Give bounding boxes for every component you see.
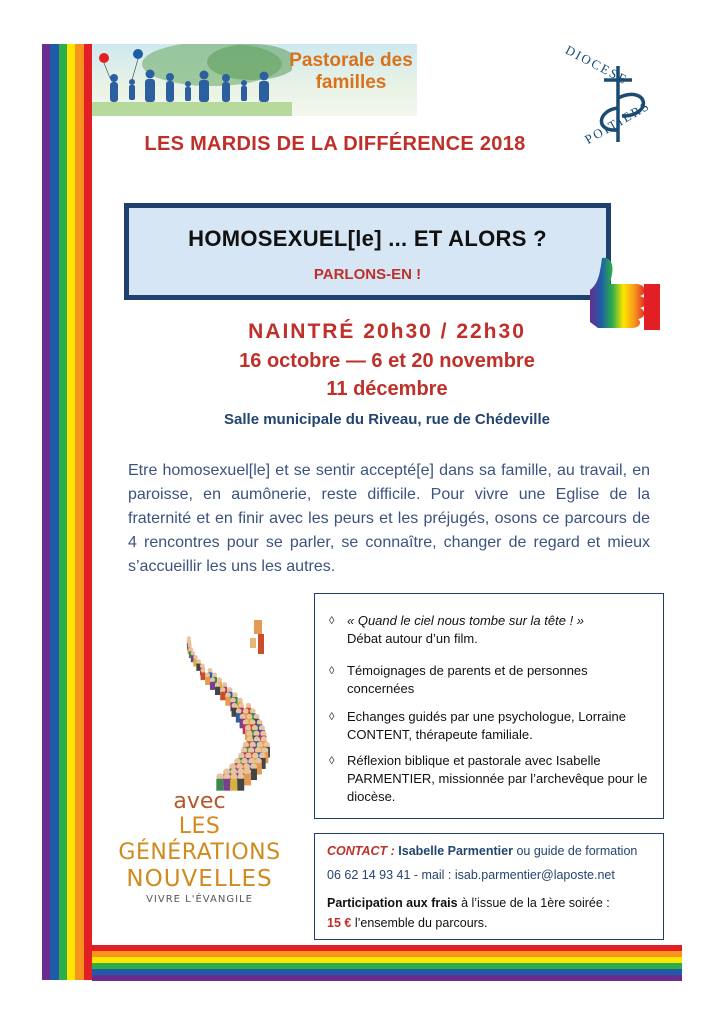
- crowd-illustration-icon: [128, 616, 278, 796]
- diamond-bullet-icon: ◊: [329, 711, 335, 723]
- price: 15 €: [327, 916, 352, 930]
- contact-box: [314, 833, 664, 940]
- program-film-title: « Quand le ciel nous tombe sur la tête ! »: [347, 613, 585, 628]
- family-silhouettes-icon: [92, 44, 292, 116]
- dates-line: 16 octobre — 6 et 20 novembre: [239, 350, 535, 372]
- program-item: [329, 708, 651, 744]
- stripe-violet: [42, 44, 50, 980]
- program-item-text: Réflexion biblique et pastorale avec Isabelle PARMENTIER, missionnée par l’archevêque pour le diocèse.: [347, 753, 648, 804]
- dates-line-december: 11 décembre: [326, 378, 448, 400]
- diamond-bullet-icon: ◊: [329, 615, 335, 627]
- diamond-bullet-icon: ◊: [329, 755, 335, 767]
- program-item: [329, 662, 651, 698]
- price-text: l’ensemble du parcours.: [351, 916, 488, 930]
- diocese-poitiers-logo: [552, 38, 682, 168]
- logo-vivre-evangile: VIVRE L'ÉVANGILE: [146, 894, 253, 905]
- contact-phone-email: 06 62 14 93 41 - mail : isab.parmentier@laposte.net: [327, 868, 615, 882]
- page-title: LES MARDIS DE LA DIFFÉRENCE 2018: [144, 133, 526, 155]
- banner-title: Pastorale des familles: [289, 50, 413, 93]
- venue: Salle municipale du Riveau, rue de Chédeville: [224, 411, 550, 428]
- rainbow-vertical-stripe: [42, 44, 92, 980]
- intro-paragraph: Etre homosexuel[le] et se sentir accepté[e] dans sa famille, au travail, en paroisse, en aumônerie, reste difficile. Pour vivre une Eglise de la fraternité et en finir avec les peurs et les préjugés, osons ce parcours de 4 rencontres pour se parler, se connaître, changer de regard et mieux s’accueillir les uns les autres.: [128, 462, 650, 575]
- program-item: [329, 752, 651, 806]
- contact-name: Isabelle Parmentier: [398, 844, 513, 858]
- stripe-green: [59, 44, 67, 980]
- generations-nouvelles-logo: [112, 789, 287, 905]
- stripe-blue: [50, 44, 58, 980]
- logo-les-generations: LES GÉNÉRATIONS: [118, 814, 281, 865]
- program-box: [314, 593, 664, 819]
- logo-avec: avec: [173, 789, 226, 814]
- fee-label: Participation aux frais: [327, 896, 458, 910]
- program-item-text: Débat autour d’un film.: [347, 631, 478, 646]
- rainbow-thumbs-up-icon: [580, 254, 660, 330]
- program-item-text: Témoignages de parents et de personnes concernées: [347, 663, 588, 696]
- diocese-label-bottom: POITIERS: [582, 97, 653, 147]
- headline-question: HOMOSEXUEL[le] ... ET ALORS ?: [188, 226, 547, 251]
- stripe-orange: [75, 44, 83, 980]
- logo-nouvelles: NOUVELLES: [126, 866, 273, 892]
- rainbow-horizontal-stripe: [92, 945, 682, 981]
- pastorale-banner: [92, 44, 417, 116]
- program-item: [329, 612, 651, 648]
- fee-text: à l’issue de la 1ère soirée :: [457, 896, 610, 910]
- stripe-red: [84, 44, 92, 980]
- diocese-label-top: DIOCESE: [562, 42, 631, 88]
- contact-alternative: ou guide de formation: [516, 844, 638, 858]
- program-item-text: Echanges guidés par une psychologue, Lorraine CONTENT, thérapeute familiale.: [347, 709, 626, 742]
- location-time: NAINTRÉ 20h30 / 22h30: [248, 320, 526, 343]
- contact-label: CONTACT :: [327, 844, 395, 858]
- diamond-bullet-icon: ◊: [329, 665, 335, 677]
- headline-subtitle: PARLONS-EN !: [313, 266, 422, 283]
- headline-box: [124, 203, 611, 300]
- stripe-yellow: [67, 44, 75, 980]
